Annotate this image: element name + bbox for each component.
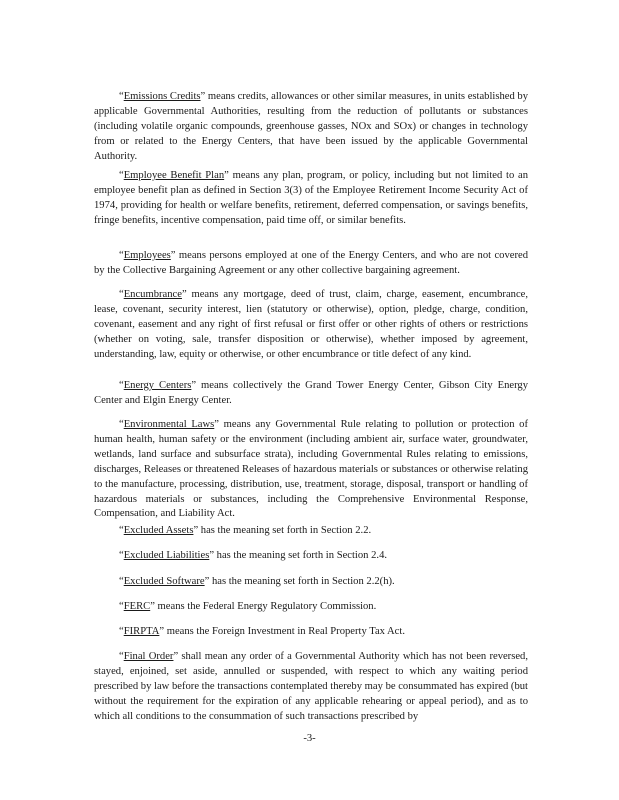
term: FERC: [123, 601, 151, 612]
term: Final Order: [123, 651, 174, 662]
term: Emissions Credits: [123, 91, 201, 102]
definition-text: shall mean any order of a Governmental Authority which has not been reversed, stayed, enjoined, set aside, annulled or suspended, with respect to which any waiting period prescribed by law before the transactions contemplated thereby may be consummated has expired (but without the requirement for the expiration of any applicable rehearing or appeal period), and as to which all conditions to the consummation of such transactions prescribed by: [94, 651, 528, 722]
definition-excluded-liabilities: “Excluded Liabilities” has the meaning set forth in Section 2.4.: [119, 550, 388, 561]
definition-excluded-assets: “Excluded Assets” has the meaning set forth in Section 2.2.: [119, 525, 372, 536]
term: Environmental Laws: [123, 419, 215, 430]
definition-energy-centers: “Energy Centers” means collectively the Grand Tower Energy Center, Gibson City Energy Center and Elgin Energy Center.: [94, 380, 528, 406]
definition-employees: “Employees” means persons employed at one of the Energy Centers, and who are not covered by the Collective Bargaining Agreement or any other collective bargaining agreement.: [94, 250, 528, 276]
definition-employee-benefit-plan: “Employee Benefit Plan” means any plan, program, or policy, including but not limited to an employee benefit plan as defined in Section 3(3) of the Employee Retirement Income Security Act of 1974, providing for health or welfare benefits, retirement, deferred compensation, or savings benefits, fringe benefits, incentive compensation, paid time off, or similar benefits.: [94, 170, 529, 226]
definition-text: means persons employed at one of the Energy Centers, and who are not covered by the Collective Bargaining Agreement or any other collective bargaining agreement.: [94, 250, 528, 276]
definition-text: has the meaning set forth in Section 2.4.: [214, 550, 388, 561]
term: Encumbrance: [123, 289, 182, 300]
definition-ferc: “FERC” means the Federal Energy Regulatory Commission.: [119, 601, 377, 612]
term: Energy Centers: [123, 380, 192, 391]
definition-text: means collectively the Grand Tower Energy Center, Gibson City Energy Center and Elgin Energy Center.: [94, 380, 528, 406]
term: Employee Benefit Plan: [123, 170, 225, 181]
definition-text: means any Governmental Rule relating to pollution or protection of human health, human safety or the environment (including ambient air, surface water, groundwater, wetlands, land surface and subsurface strata), including Governmental Rules relating to emissions, discharges, Releases or threatened Releases of hazardous materials or substances or otherwise relating to the manufacture, processing, distribution, use, treatment, storage, disposal, transport or handling of hazardous materials or substances, including the Comprehensive Environmental Response, Compensation, and Liability Act.: [94, 419, 529, 520]
term: Employees: [123, 250, 171, 261]
definition-environmental-laws: “Environmental Laws” means any Governmental Rule relating to pollution or protection of human health, human safety or the environment (including ambient air, surface water, groundwater, wetlands, land surface and subsurface strata), including Governmental Rules relating to emissions, discharges, Releases or threatened Releases of hazardous materials or substances or otherwise relating to the manufacture, processing, distribution, use, treatment, storage, disposal, transport or handling of hazardous materials or substances, including the Comprehensive Environmental Response, Compensation, and Liability Act.: [94, 419, 529, 520]
definition-final-order: “Final Order” shall mean any order of a Governmental Authority which has not been reversed, stayed, enjoined, set aside, annulled or suspended, with respect to which any waiting period prescribed by law before the transactions contemplated thereby may be consummated has expired (but without the requirement for the expiration of any applicable rehearing or appeal period), and as to which all conditions to the consummation of such transactions prescribed by: [94, 651, 528, 722]
definition-text: means credits, allowances or other similar measures, in units established by applicable Governmental Authorities, resulting from the reduction of pollutants or substances (including volatile organic compounds, greenhouse gasses, NOx and SOx) or changes in technology from or related to the Energy Centers, that have been issued by the applicable Governmental Authority.: [94, 91, 529, 162]
term: Excluded Liabilities: [123, 550, 210, 561]
page-number: -3-: [303, 733, 316, 744]
term: Excluded Software: [123, 576, 205, 587]
definition-text: means the Federal Energy Regulatory Commission.: [154, 601, 377, 612]
definition-text: means the Foreign Investment in Real Property Tax Act.: [164, 626, 405, 637]
definition-emissions-credits: “Emissions Credits” means credits, allowances or other similar measures, in units established by applicable Governmental Authorities, resulting from the reduction of pollutants or substances (including volatile organic compounds, greenhouse gasses, NOx and SOx) or changes in technology from or related to the Energy Centers, that have been issued by the applicable Governmental Authority.: [94, 91, 529, 162]
definition-encumbrance: “Encumbrance” means any mortgage, deed of trust, claim, charge, easement, encumbrance, lease, covenant, security interest, lien (statutory or otherwise), option, pledge, charge, condition, covenant, easement and any right of first refusal or first offer or other rights of others or restrictions (whether on voting, sale, transfer disposition or otherwise), whether imposed by agreement, understanding, law, equity or otherwise, or other encumbrance or title defect of any kind.: [94, 289, 528, 360]
term: FIRPTA: [123, 626, 160, 637]
definition-firpta: “FIRPTA” means the Foreign Investment in Real Property Tax Act.: [119, 626, 405, 637]
term: Excluded Assets: [123, 525, 194, 536]
definition-text: means any mortgage, deed of trust, claim, charge, easement, encumbrance, lease, covenant, security interest, lien (statutory or otherwise), option, pledge, charge, condition, covenant, easement and any right of first refusal or first offer or other rights of others or restrictions (whether on voting, sale, transfer disposition or otherwise), whether imposed by agreement, understanding, law, equity or otherwise, or other encumbrance or title defect of any kind.: [94, 289, 528, 360]
definition-text: has the meaning set forth in Section 2.2.: [198, 525, 372, 536]
definition-text: has the meaning set forth in Section 2.2(h).: [209, 576, 395, 587]
definition-text: means any plan, program, or policy, including but not limited to an employee benefit plan as defined in Section 3(3) of the Employee Retirement Income Security Act of 1974, providing for health or welfare benefits, retirement, deferred compensation, or savings benefits, fringe benefits, incentive compensation, paid time off, or similar benefits.: [94, 170, 529, 226]
definition-excluded-software: “Excluded Software” has the meaning set forth in Section 2.2(h).: [119, 576, 395, 587]
